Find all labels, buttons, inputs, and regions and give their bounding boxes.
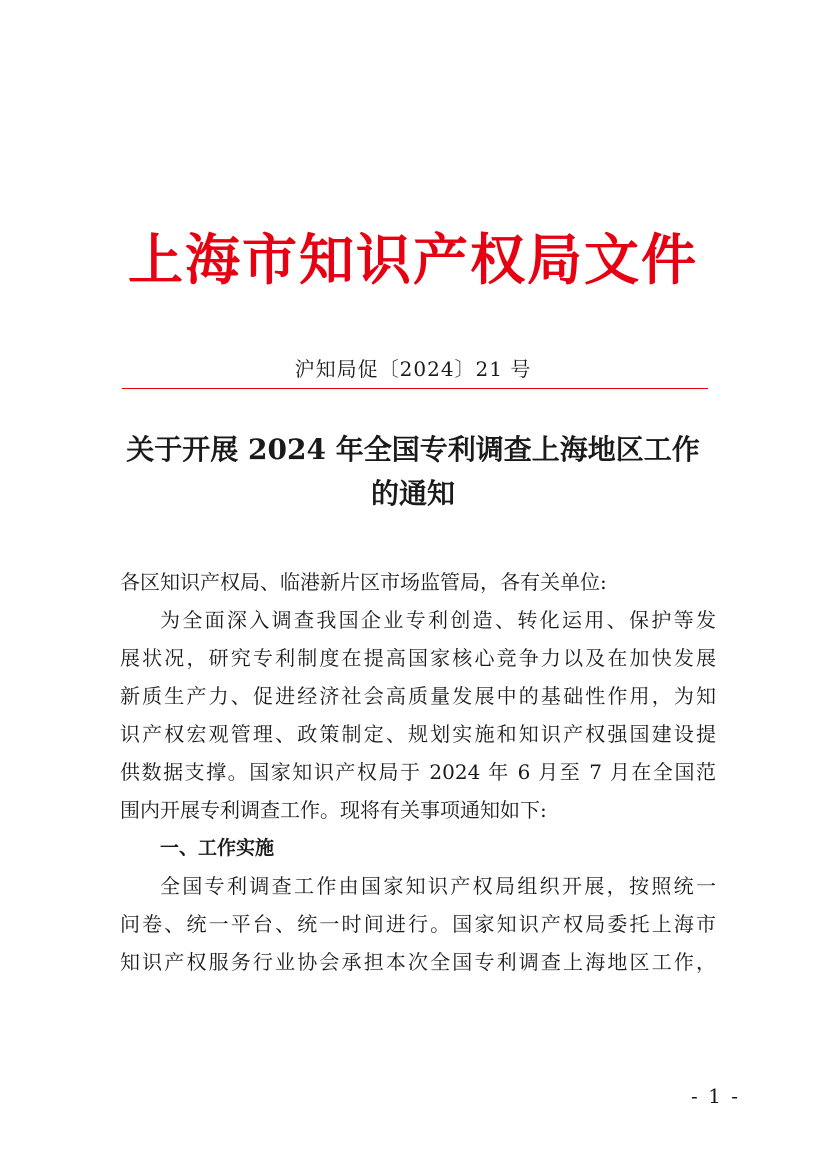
issuer-header: 上海市知识产权局文件 [127,227,698,292]
title-line-2: 的通知 [370,477,455,510]
paragraph-1-line: 新质生产力、促进经济社会高质量发展中的基础性作用，为知 [120,684,716,708]
document-body [120,563,716,981]
title-line-1: 关于开展 2024 年全国专利调查上海地区工作 [126,433,700,466]
paragraph-1-line: 围内开展专利调查工作。现将有关事项通知如下: [120,798,547,822]
page-number: - 1 - [691,1084,740,1108]
red-divider-line [122,388,708,389]
paragraph-1-line: 识产权宏观管理、政策制定、规划实施和知识产权强国建设提 [120,722,716,746]
document-title [105,428,721,516]
paragraph-2-line: 全国专利调查工作由国家知识产权局组织开展，按照统一 [160,874,716,898]
paragraph-1-line: 供数据支撑。国家知识产权局于 2024 年 6 月至 7 月在全国范 [120,760,716,784]
paragraph-1-line: 为全面深入调查我国企业专利创造、转化运用、保护等发 [160,608,716,632]
document-number: 沪知局促〔2024〕21 号 [294,357,532,381]
section-heading-1: 一、工作实施 [160,837,275,859]
addressee-line: 各区知识产权局、临港新片区市场监管局，各有关单位: [120,570,607,594]
paragraph-2-line: 知识产权服务行业协会承担本次全国专利调查上海地区工作， [120,950,716,974]
paragraph-2-line: 问卷、统一平台、统一时间进行。国家知识产权局委托上海市 [120,912,716,936]
paragraph-1-line: 展状况，研究专利制度在提高国家核心竞争力以及在加快发展 [120,646,716,670]
